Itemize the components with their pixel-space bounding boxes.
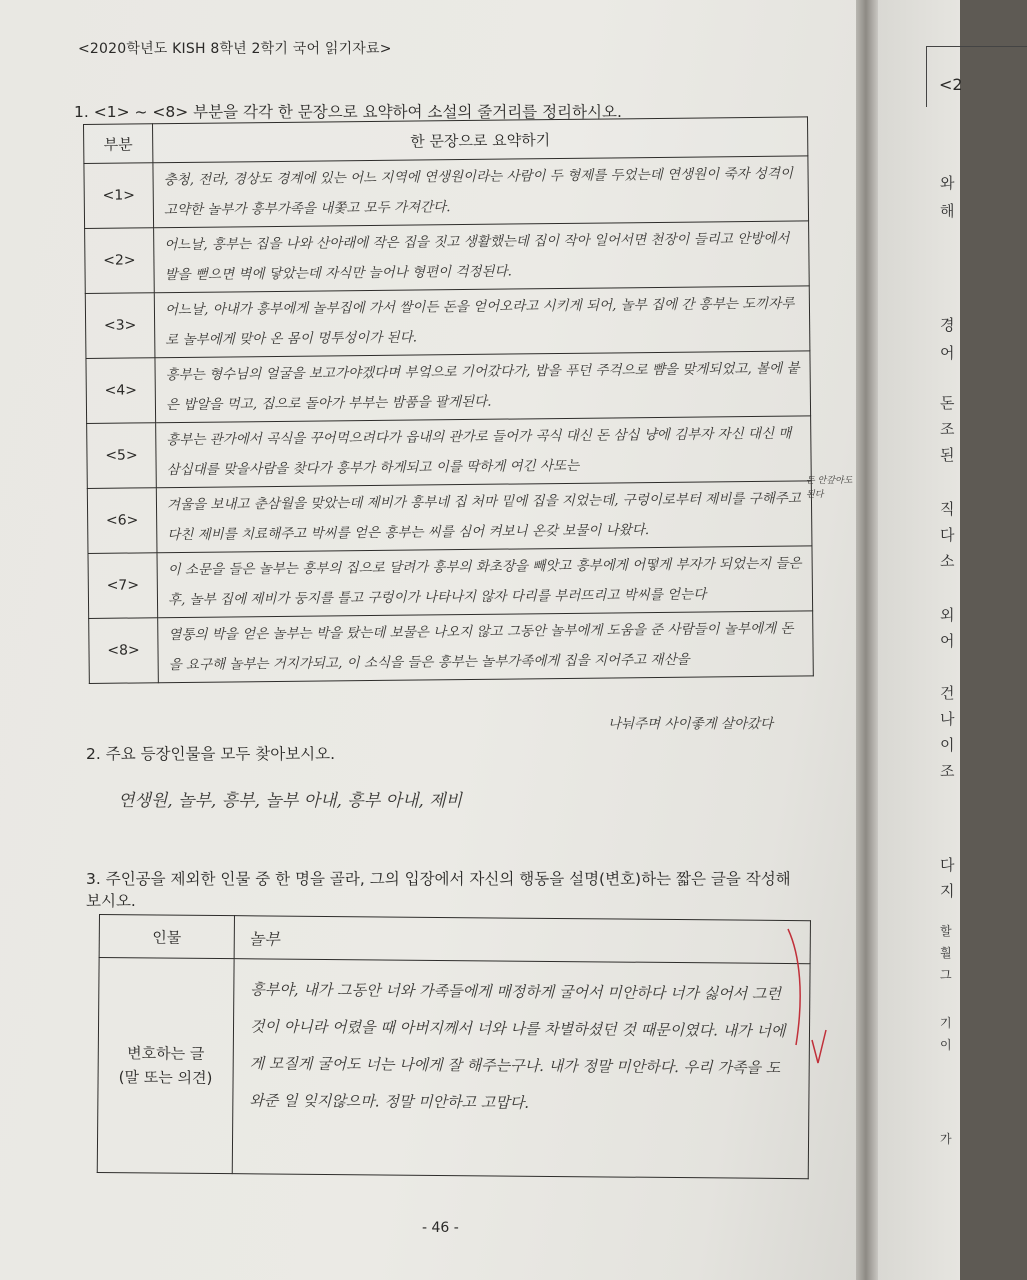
characters-answer: 연생원, 놀부, 흥부, 놀부 아내, 흥부 아내, 제비	[118, 791, 463, 811]
page-number: - 46 -	[422, 1220, 459, 1236]
margin-note: 돈 안갚아도 된다	[806, 476, 853, 500]
summary-text: 이 소문을 들은 놀부는 흥부의 집으로 달려가 흥부의 화초장을 빼앗고 흥부에게 어떻게 부자가 되었는지 들은 후, 놀부 집에 제비가 둥지를 틀고 구렁이가 나타나지 않자 다리를 부러뜨리고 박씨를 얻는다	[157, 546, 813, 618]
character-answer: 놀부	[234, 916, 810, 964]
column-part-header: 부분	[84, 124, 153, 164]
next-page-char: 해	[940, 202, 955, 220]
next-page-char: 기	[940, 1016, 952, 1030]
table-row	[99, 915, 810, 964]
table-row	[85, 286, 810, 359]
table-row	[89, 611, 814, 684]
next-page-char: 소	[940, 552, 955, 570]
next-page-header-box	[926, 46, 1027, 107]
defense-label-line2: (말 또는 의견)	[118, 1068, 213, 1087]
next-page-char: 건	[940, 684, 955, 702]
part-label: <5>	[87, 423, 157, 489]
table-row	[85, 221, 810, 294]
next-page-char: 지	[940, 882, 955, 900]
next-page-char: 조	[940, 420, 955, 438]
next-page-char: 훨	[940, 946, 952, 960]
table-row	[88, 546, 813, 619]
next-page-char: 다	[940, 526, 955, 544]
summary-text: 어느날, 아내가 흥부에게 놀부집에 가서 쌀이든 돈을 얻어오라고 시키게 되어, 놀부 집에 간 흥부는 도끼자루로 놀부에게 맞아 온 몸이 멍투성이가 된다.	[154, 286, 810, 358]
next-page-char: 돈	[940, 394, 955, 412]
question-3: 3. 주인공을 제외한 인물 중 한 명을 골라, 그의 입장에서 자신의 행동을 설명(변호)하는 짧은 글을 작성해 보시오.	[86, 870, 791, 910]
column-summary-header: 한 문장으로 요약하기	[153, 117, 808, 163]
summary-text: 충청, 전라, 경상도 경계에 있는 어느 지역에 연생원이라는 사람이 두 형제를 두었는데 연생원이 죽자 성격이 고약한 놀부가 흥부가족을 내쫓고 모두 가져간다.	[153, 156, 809, 228]
table-row	[97, 958, 810, 1179]
next-page-char: 다	[940, 856, 955, 874]
next-page-char: 이	[940, 736, 955, 754]
part-label: <3>	[85, 293, 155, 359]
next-page-char: 이	[940, 1038, 952, 1052]
red-check-mark	[760, 925, 830, 1065]
summary-text: 흥부는 형수님의 얼굴을 보고가야겠다며 부엌으로 기어갔다가, 밥을 푸던 주걱으로 뺨을 맞게되었고, 볼에 붙은 밥알을 먹고, 집으로 돌아가 부부는 밤품을 팔게된다.	[155, 351, 811, 423]
next-page-char: 나	[940, 710, 955, 728]
summary-text: 열통의 박을 얻은 놀부는 박을 탔는데 보물은 나오지 않고 그동안 놀부에게 도움을 준 사람들이 놀부에게 돈을 요구해 놀부는 거지가되고, 이 소식을 들은 흥부는 놀부가족에게 집을 지어주고 재산을	[158, 611, 814, 683]
part-label: <4>	[86, 358, 156, 424]
defense-answer: 흥부야, 내가 그동안 너와 가족들에게 매정하게 굴어서 미안하다 너가 싫어서 그런것이 아니라 어렸을 때 아버지께서 너와 나를 차별하셨던 것 때문이였다. 내가 너에게 모질게 굴어도 너는 나에게 잘 해주는구나. 내가 정말 미안하다. 우리 가족을 도와준 일 잊지않으마. 정말 미안하고 고맙다.	[232, 959, 810, 1179]
table-row	[87, 416, 812, 489]
book-gutter	[856, 0, 878, 1280]
character-label: 인물	[99, 915, 234, 959]
part-label: <2>	[85, 228, 155, 294]
next-page-char: 경	[940, 316, 955, 334]
next-page-char: 와	[940, 174, 955, 192]
summary-text: 어느날, 흥부는 집을 나와 산아래에 작은 집을 짓고 생활했는데 집이 작아 일어서면 천장이 들리고 안방에서 발을 뻗으면 벽에 닿았는데 자식만 늘어나 형편이 걱정된다.	[154, 221, 810, 293]
table-row	[87, 481, 812, 554]
part-label: <6>	[87, 488, 157, 554]
question-2: 2. 주요 등장인물을 모두 찾아보시오.	[86, 745, 336, 763]
part-label: <8>	[89, 618, 159, 684]
next-page-char: 직	[940, 500, 955, 518]
part-label: <7>	[88, 553, 158, 619]
worksheet-header: <2020학년도 KISH 8학년 2학기 국어 읽기자료>	[78, 41, 392, 57]
part-label: <1>	[84, 163, 154, 229]
next-page-edge	[878, 0, 963, 1280]
next-page-char: 그	[940, 968, 952, 982]
continuation-note: 나눠주며 사이좋게 살아갔다	[608, 716, 774, 732]
next-page-char: 외	[940, 606, 955, 624]
next-page-char: 조	[940, 762, 955, 780]
defense-table	[97, 914, 811, 1179]
next-page-char: 어	[940, 344, 955, 362]
defense-label	[97, 958, 234, 1174]
summary-text: 흥부는 관가에서 곡식을 꾸어먹으려다가 읍내의 관가로 들어가 곡식 대신 돈 삼십 냥에 김부자 자신 대신 매 삼십대를 맞을사람을 찾다가 흥부가 하게되고 이를 딱하게 여긴 사또는	[156, 416, 812, 488]
table-row	[86, 351, 811, 424]
next-page-char: 어	[940, 632, 955, 650]
next-page-char: 된	[940, 446, 955, 464]
summary-text: 겨울을 보내고 춘삼월을 맞았는데 제비가 흥부네 집 처마 밑에 집을 지었는데, 구렁이로부터 제비를 구해주고 다친 제비를 치료해주고 박씨를 얻은 흥부는 씨를 심어 켜보니 온갖 보물이 나왔다.	[156, 481, 812, 553]
table-row	[84, 156, 809, 229]
defense-label-line1: 변호하는 글	[127, 1044, 205, 1063]
question-1: 1. <1> ~ <8> 부분을 각각 한 문장으로 요약하여 소설의 줄거리를 정리하시오.	[74, 103, 622, 121]
next-page-char: 할	[940, 924, 952, 938]
summary-table	[83, 116, 814, 684]
next-page-header: <2	[939, 75, 963, 94]
next-page-char: 가	[940, 1132, 952, 1146]
